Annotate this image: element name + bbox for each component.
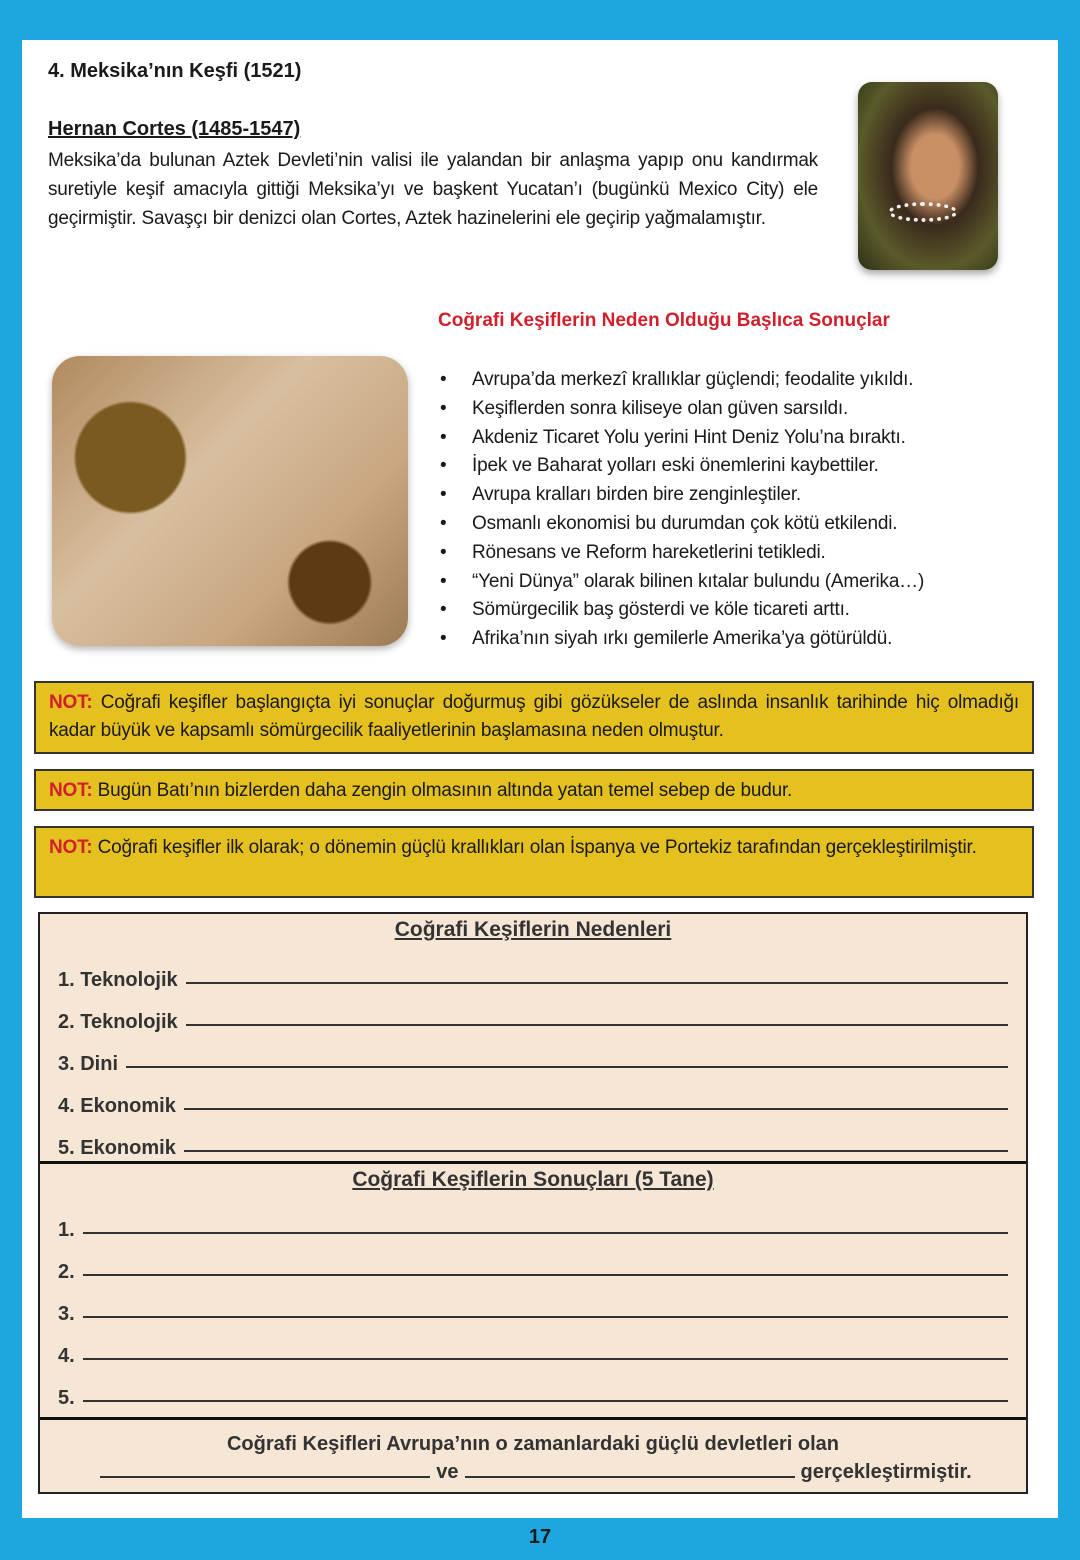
- fill-in-text: ve: [436, 1461, 459, 1483]
- blank-field[interactable]: [100, 1476, 430, 1478]
- answer-label: 4. Ekonomik: [58, 1095, 176, 1117]
- result-item: • Avrupa kralları birden bire zenginleştiler.: [440, 481, 924, 510]
- result-item: • Osmanlı ekonomisi bu durumdan çok kötü etkilendi.: [440, 510, 924, 539]
- note-text: Coğrafi keşifler ilk olarak; o dönemin güçlü krallıkları olan İspanya ve Portekiz tarafından gerçekleştirilmiştir.: [92, 837, 977, 858]
- results-list: [440, 366, 924, 654]
- globe-map-compass-image: [52, 356, 408, 646]
- note-box: [34, 826, 1034, 898]
- answer-line[interactable]: [186, 982, 1008, 984]
- result-item: • Akdeniz Ticaret Yolu yerini Hint Deniz Yolu’na bıraktı.: [440, 424, 924, 453]
- answer-line[interactable]: [126, 1066, 1008, 1068]
- page-number: 17: [528, 1526, 552, 1548]
- note-label: NOT:: [49, 837, 93, 858]
- answer-line[interactable]: [83, 1400, 1008, 1402]
- answer-label: 2. Teknolojik: [58, 1011, 178, 1033]
- fill-in-text: Coğrafi Keşifleri Avrupa’nın o zamanlardaki güçlü devletleri olan: [226, 1433, 839, 1455]
- note-text: Coğrafi keşifler başlangıçta iyi sonuçlar doğurmuş gibi gözükseler de aslında insanlık tarihinde hiç olmadığı kadar büyük ve kapsamlı sömürgecilik faaliyetlerinin başlamasına neden olmuştur.: [49, 692, 1019, 741]
- fill-in-text: gerçekleştirmiştir.: [800, 1461, 972, 1483]
- answer-row: [40, 950, 1026, 992]
- results-section: [40, 1164, 1026, 1420]
- result-item: • Avrupa’da merkezî krallıklar güçlendi; feodalite yıkıldı.: [440, 366, 924, 395]
- answer-label: 5. Ekonomik: [58, 1137, 176, 1159]
- results-heading: Coğrafi Keşiflerin Neden Olduğu Başlıca Sonuçlar: [438, 310, 890, 331]
- answer-label: 5.: [58, 1387, 75, 1409]
- answer-line[interactable]: [83, 1232, 1008, 1234]
- answer-line[interactable]: [184, 1150, 1008, 1152]
- result-item: • Keşiflerden sonra kiliseye olan güven sarsıldı.: [440, 395, 924, 424]
- answer-label: 3. Dini: [58, 1053, 119, 1075]
- result-item: • Rönesans ve Reform hareketlerini tetikledi.: [440, 539, 924, 568]
- results-title: Coğrafi Keşiflerin Sonuçları (5 Tane): [352, 1168, 714, 1191]
- note-text: Bugün Batı’nın bizlerden daha zengin olmasının altında yatan temel sebep de budur.: [92, 780, 793, 801]
- answer-label: 2.: [58, 1261, 75, 1283]
- answer-row: [40, 1242, 1026, 1284]
- note-label: NOT:: [49, 780, 93, 801]
- answer-row: [40, 1284, 1026, 1326]
- note-box: [34, 681, 1034, 754]
- answer-label: 4.: [58, 1345, 75, 1367]
- answer-label: 1.: [58, 1219, 75, 1241]
- answer-label: 3.: [58, 1303, 75, 1325]
- answer-row: [40, 1326, 1026, 1368]
- note-box: [34, 769, 1034, 811]
- answer-row: [40, 1200, 1026, 1242]
- answer-line[interactable]: [186, 1024, 1008, 1026]
- answer-line[interactable]: [83, 1316, 1008, 1318]
- answer-line[interactable]: [83, 1274, 1008, 1276]
- note-label: NOT:: [49, 692, 93, 713]
- cortes-paragraph: Meksika’da bulunan Aztek Devleti’nin valisi ile yalandan bir anlaşma yapıp onu kandırmak suretiyle keşif amacıyla gittiği Meksika’yı ve başkent Yucatan’ı (bugünkü Mexico City) ele geçirmiştir. Savaşçı bir denizci olan Cortes, Aztek hazinelerini ele geçirip yağmalamıştır.: [48, 150, 818, 229]
- result-item: • Sömürgecilik baş gösterdi ve köle ticareti arttı.: [440, 596, 924, 625]
- result-item: • Afrika’nın siyah ırkı gemilerle Amerika’ya götürüldü.: [440, 625, 924, 654]
- worksheet: [38, 912, 1028, 1494]
- answer-line[interactable]: [184, 1108, 1008, 1110]
- person-heading: Hernan Cortes (1485-1547): [48, 118, 301, 140]
- answer-row: [40, 992, 1026, 1034]
- answer-row: [40, 1034, 1026, 1076]
- blank-field[interactable]: [465, 1476, 795, 1478]
- result-item: • İpek ve Baharat yolları eski önemlerini kaybettiler.: [440, 452, 924, 481]
- causes-title: Coğrafi Keşiflerin Nedenleri: [394, 918, 672, 941]
- answer-row: [40, 1076, 1026, 1118]
- answer-label: 1. Teknolojik: [58, 969, 178, 991]
- answer-line[interactable]: [83, 1358, 1008, 1360]
- fill-in-sentence: [40, 1420, 1026, 1486]
- result-item: • “Yeni Dünya” olarak bilinen kıtalar bulundu (Amerika…): [440, 568, 924, 597]
- causes-section: [40, 914, 1026, 1164]
- answer-row: [40, 1368, 1026, 1410]
- section-title: 4. Meksika’nın Keşfi (1521): [48, 60, 302, 82]
- cortes-portrait-image: [858, 82, 998, 270]
- answer-row: [40, 1118, 1026, 1160]
